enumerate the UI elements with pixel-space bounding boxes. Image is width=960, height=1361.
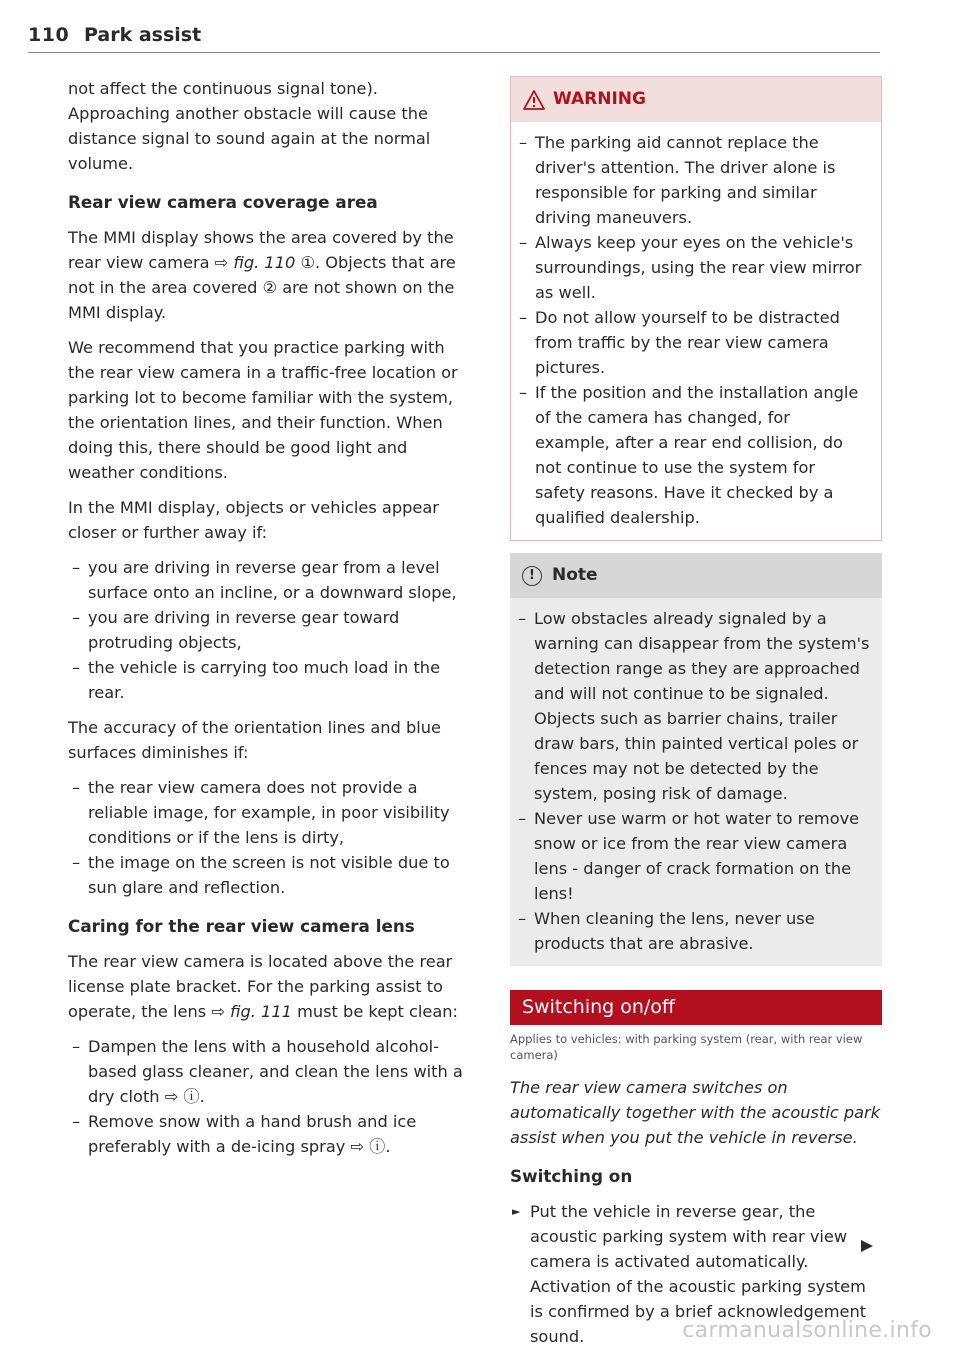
paragraph: We recommend that you practice parking with the rear view camera in a traffic-free location or parking lot to become familiar with the system, the orientation lines, and their function. When doing this, there should be good light and weather conditions.: [68, 338, 458, 482]
paragraph-coverage: [68, 225, 468, 325]
list-item: – the rear view camera does not provide a reliable image, for example, in poor visibility conditions or if the lens is dirty,: [68, 775, 468, 850]
list-item: – you are driving in reverse gear toward protruding objects,: [68, 605, 468, 655]
list-item: – the vehicle is carrying too much load in the rear.: [68, 655, 468, 705]
list-item: – Remove snow with a hand brush and ice preferably with a de-icing spray ⇨ ⓘ.: [68, 1109, 468, 1159]
right-column: [510, 76, 882, 1359]
intro-text: The rear view camera switches on automatically together with the acoustic park assist when you put the vehicle in reverse.: [510, 1078, 881, 1147]
applies-to: Applies to vehicles: with parking system (rear, with rear view camera): [510, 1032, 863, 1062]
warning-triangle-icon: [523, 90, 545, 110]
list-accuracy: [68, 775, 468, 900]
warning-header: [511, 77, 881, 122]
note-box: [510, 553, 882, 966]
paragraph-caring: [68, 949, 468, 1024]
text: are not shown on the MMI display.: [68, 278, 455, 322]
list-item: – the image on the screen is not visible due to sun glare and reflection.: [68, 850, 468, 900]
list-item: – Dampen the lens with a household alcohol-based glass cleaner, and clean the lens with a dry cloth ⇨ ⓘ.: [68, 1034, 468, 1109]
exclamation-circle-icon: !: [522, 566, 542, 586]
text: The rear view camera is located above the rear license plate bracket. For the parking assist to operate, the lens ⇨: [68, 952, 453, 1021]
fig-ref-111[interactable]: fig. 111: [230, 1002, 292, 1021]
note-body: [510, 598, 882, 966]
warning-title: WARNING: [553, 89, 646, 109]
step-item: ► Put the vehicle in reverse gear, the acoustic parking system with rear view camera is activated automatically. Activation of the acoustic parking system is confirmed by a brief acknowledgement sound.: [510, 1199, 882, 1349]
page-header: [28, 24, 880, 53]
text: The MMI display shows the area covered by the rear view camera ⇨: [68, 228, 454, 272]
list-item: – When cleaning the lens, never use products that are abrasive.: [514, 906, 870, 956]
heading-coverage: Rear view camera coverage area: [68, 192, 378, 212]
page-number: 110: [28, 24, 70, 46]
note-list: [514, 606, 870, 956]
warning-list: [515, 130, 869, 530]
heading-switching-on: Switching on: [510, 1166, 633, 1186]
paragraph: The accuracy of the orientation lines and blue surfaces diminishes if:: [68, 718, 441, 762]
text: must be kept clean:: [291, 1002, 458, 1021]
watermark: carmanualsonline.info: [682, 1318, 932, 1343]
list-item: – Low obstacles already signaled by a warning can disappear from the system's detection range as they are approached and will not continue to be signaled. Objects such as barrier chains, trailer draw bars, thin painted vertical poles or fences may not be detected by the system, posing risk of damage.: [514, 606, 870, 806]
left-column: [68, 76, 468, 1169]
section-bar-switching: Switching on/off: [510, 990, 882, 1025]
warning-body: [511, 122, 881, 540]
heading-caring: Caring for the rear view camera lens: [68, 916, 415, 936]
marker-2: ②: [262, 278, 278, 297]
list-item: – you are driving in reverse gear from a level surface onto an incline, or a downward slope,: [68, 555, 468, 605]
warning-box: [510, 76, 882, 541]
list-cleaning: [68, 1034, 468, 1159]
list-item: – Never use warm or hot water to remove snow or ice from the rear view camera lens - danger of crack formation on the lens!: [514, 806, 870, 906]
list-item: – The parking aid cannot replace the driver's attention. The driver alone is responsible for parking and similar driving maneuvers.: [515, 130, 869, 230]
fig-ref-110[interactable]: fig. 110: [233, 253, 296, 272]
paragraph: not affect the continuous signal tone). Approaching another obstacle will cause the distance signal to sound again at the normal volume.: [68, 79, 431, 173]
list-item: – Always keep your eyes on the vehicle's surroundings, using the rear view mirror as well.: [515, 230, 869, 305]
text: . Objects that are not in the area covered: [68, 253, 456, 297]
list-distortion: [68, 555, 468, 705]
paragraph: In the MMI display, objects or vehicles appear closer or further away if:: [68, 498, 439, 542]
list-item: – Do not allow yourself to be distracted from traffic by the rear view camera pictures.: [515, 305, 869, 380]
note-title: Note: [552, 565, 598, 585]
continue-arrow-icon: [860, 1239, 874, 1253]
marker-1: ①: [300, 253, 315, 272]
section-title: Park assist: [84, 24, 202, 46]
list-item: – If the position and the installation angle of the camera has changed, for example, after a rear end collision, do not continue to use the system for safety reasons. Have it checked by a qualified dealership.: [515, 380, 869, 530]
note-header: [510, 553, 882, 598]
